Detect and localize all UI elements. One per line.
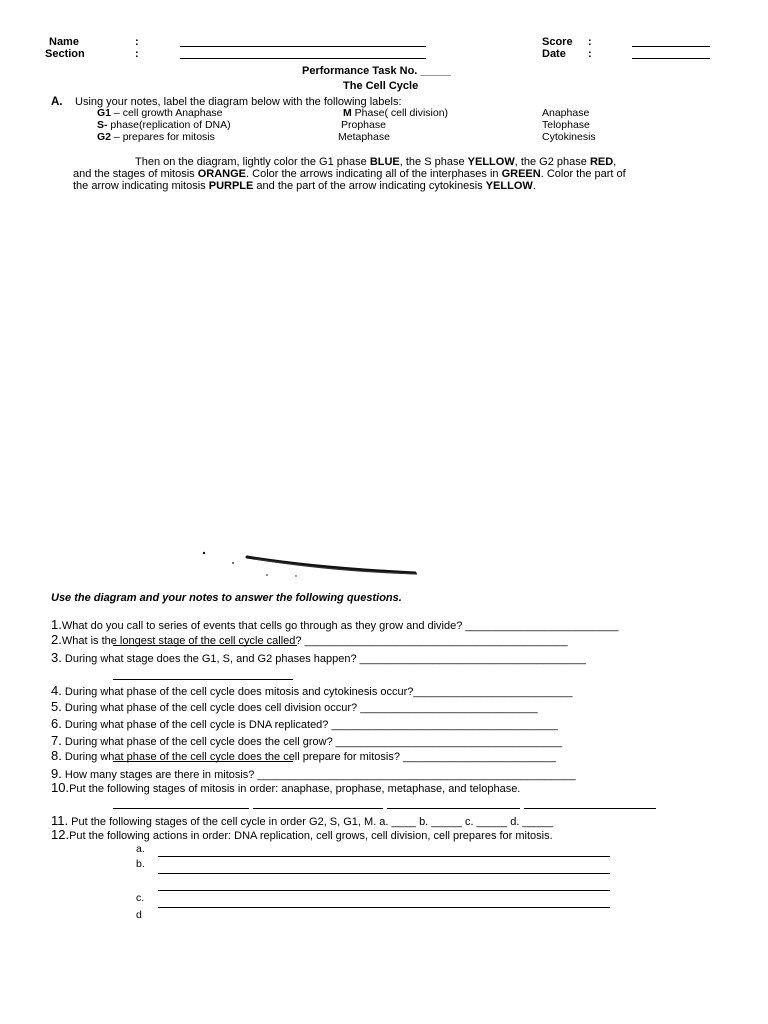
label-g2 — [97, 131, 215, 143]
question-9-number: 9. — [51, 766, 62, 781]
question-5-text: During what phase of the cell cycle does cell division occur? _____________________________ — [61, 702, 538, 714]
question-11-text: Put the following stages of the cell cycle in order G2, S, G1, M. a. ____ b. _____ c. _____ d. _____ — [68, 816, 554, 828]
question-1 — [51, 617, 618, 632]
label-g2-text: – prepares for mitosis — [111, 131, 215, 143]
question-5 — [51, 699, 538, 714]
label-s — [97, 119, 231, 131]
name-colon: : — [135, 36, 139, 48]
q12-answer-c[interactable] — [158, 907, 610, 908]
score-colon: : — [588, 36, 592, 48]
q12-label-d: d — [136, 909, 142, 921]
label-g1 — [97, 107, 223, 119]
coloring-text-segment: . Color the part of the arrow indicating mitosis — [73, 168, 626, 192]
coloring-text-segment: YELLOW — [485, 180, 533, 192]
q12-answer-a[interactable] — [158, 856, 610, 857]
label-m — [343, 107, 448, 119]
question-10 — [51, 780, 520, 795]
question-7-number: 7. — [51, 733, 62, 748]
date-label: Date — [542, 48, 566, 60]
question-12-text: Put the following actions in order: DNA replication, cell grows, cell division, cell prepares for mitosis. — [69, 830, 553, 842]
label-m-text: Phase( cell division) — [351, 107, 449, 119]
mitosis-order-blank-4[interactable] — [524, 808, 656, 809]
question-4-text: During what phase of the cell cycle does mitosis and cytokinesis occur?__________________________ — [61, 686, 573, 698]
label-prophase: Prophase — [341, 119, 386, 131]
name-field[interactable] — [180, 46, 426, 47]
label-s-text: phase(replication of DNA) — [107, 119, 231, 131]
question-3-answer-line[interactable] — [113, 679, 293, 680]
label-g2-key: G2 — [97, 131, 112, 143]
label-cytokinesis: Cytokinesis — [542, 131, 596, 143]
coloring-text-segment: . — [532, 180, 536, 192]
question-4 — [51, 683, 572, 698]
label-telophase: Telophase — [542, 119, 590, 131]
question-7-text: During what phase of the cell cycle does the cell grow? _____________________________________ — [61, 736, 563, 748]
coloring-text-segment: ORANGE — [197, 168, 247, 180]
label-metaphase: Metaphase — [338, 131, 390, 143]
question-6-text: During what phase of the cell cycle is DNA replicated? _____________________________________ — [61, 719, 558, 731]
label-anaphase: Anaphase — [542, 107, 590, 119]
coloring-instructions — [73, 156, 633, 192]
question-2-text: What is the longest stage of the cell cycle called? ___________________________________________ — [61, 635, 568, 647]
page-subtitle: The Cell Cycle — [343, 80, 419, 92]
name-label: Name — [49, 36, 79, 48]
mitosis-order-blank-2[interactable] — [253, 808, 383, 809]
q12-label-c: c. — [136, 892, 145, 904]
question-6-number: 6. — [51, 716, 62, 731]
question-4-number: 4. — [51, 683, 62, 698]
question-1-number: 1. — [51, 617, 62, 632]
score-label: Score — [542, 36, 573, 48]
cell-cycle-diagram-arrow — [195, 545, 425, 581]
question-3-text: During what stage does the G1, S, and G2 phases happen? _____________________________________ — [61, 653, 587, 665]
question-8-underline — [113, 761, 293, 762]
q12-answer-b[interactable] — [158, 873, 610, 874]
mitosis-order-blank-3[interactable] — [387, 808, 520, 809]
question-1-text: What do you call to series of events that cells go through as they grow and divide? _________________________ — [61, 620, 619, 632]
question-10-text: Put the following stages of mitosis in order: anaphase, prophase, metaphase, and telophase. — [69, 783, 521, 795]
questions-heading: Use the diagram and your notes to answer the following questions. — [51, 592, 402, 604]
date-colon: : — [588, 48, 592, 60]
task-title: Performance Task No. _____ — [302, 65, 451, 77]
question-9 — [51, 766, 576, 781]
question-11 — [51, 813, 553, 828]
coloring-text-segment: Then on the diagram, lightly color the G1 phase — [135, 156, 370, 168]
question-10-number: 10. — [51, 780, 70, 795]
question-12-number: 12. — [51, 827, 70, 842]
label-m-key: M — [343, 107, 352, 119]
question-8-text: During what phase of the cell cycle does the cell prepare for mitosis? _________________________ — [61, 751, 556, 763]
coloring-text-segment: BLUE — [369, 156, 400, 168]
label-g1-key: G1 — [97, 107, 112, 119]
label-g1-text: – cell growth Anaphase — [111, 107, 223, 119]
question-2-number: 2. — [51, 632, 62, 647]
coloring-text-segment: , the S phase — [399, 156, 468, 168]
label-s-key: S- — [97, 119, 108, 131]
question-7 — [51, 733, 562, 748]
q12-answer-b2[interactable] — [158, 890, 610, 891]
question-2-underline — [113, 645, 297, 646]
coloring-text-segment: YELLOW — [467, 156, 515, 168]
part-a-instruction: Using your notes, label the diagram below with the following labels: — [75, 96, 402, 108]
q12-label-b: b. — [136, 858, 145, 870]
question-5-number: 5. — [51, 699, 62, 714]
question-3-number: 3. — [51, 650, 62, 665]
section-field[interactable] — [180, 58, 426, 59]
section-label: Section — [45, 48, 85, 60]
coloring-text-segment: RED — [589, 156, 614, 168]
section-colon: : — [135, 48, 139, 60]
coloring-text-segment: GREEN — [501, 168, 541, 180]
date-field[interactable] — [632, 58, 710, 59]
question-11-number: 11. — [51, 813, 69, 828]
coloring-text-segment: and the part of the arrow indicating cytokinesis — [253, 180, 486, 192]
question-12 — [51, 827, 553, 842]
question-8-number: 8. — [51, 748, 62, 763]
question-6 — [51, 716, 558, 731]
question-9-text: How many stages are there in mitosis? ____________________________________________________ — [61, 769, 576, 781]
question-3 — [51, 650, 586, 665]
coloring-text-segment: PURPLE — [208, 180, 254, 192]
coloring-text-segment: , the G2 phase — [514, 156, 590, 168]
mitosis-order-blank-1[interactable] — [113, 808, 249, 809]
coloring-text-segment: , and the stages of mitosis — [73, 156, 617, 180]
coloring-text-segment: . Color the arrows indicating all of the interphases in — [246, 168, 502, 180]
score-field[interactable] — [632, 46, 710, 47]
q12-label-a: a. — [136, 843, 145, 855]
part-a-letter: A. — [51, 96, 63, 108]
